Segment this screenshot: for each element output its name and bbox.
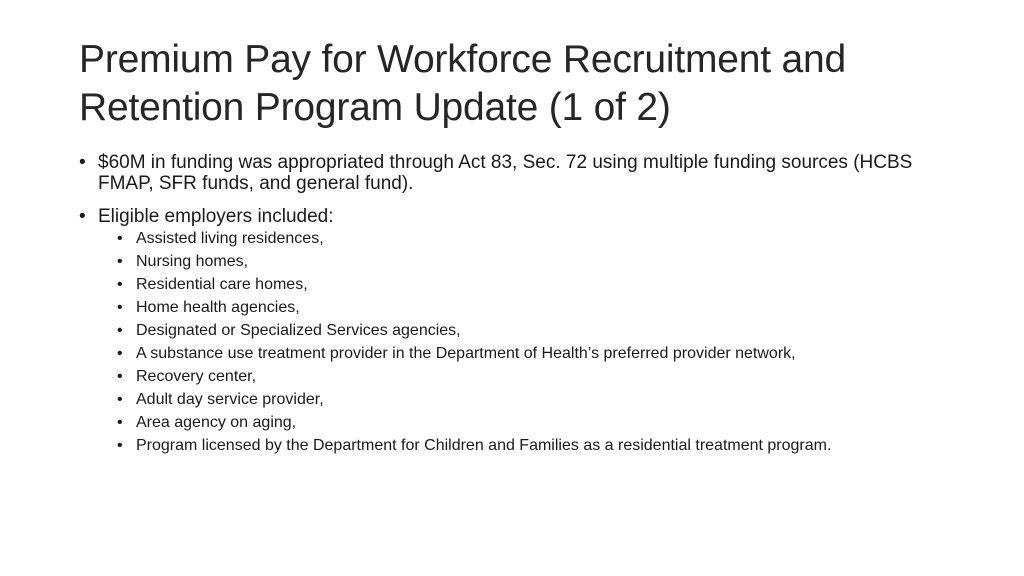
bullet-text: $60M in funding was appropriated through Act 83, Sec. 72 using multiple funding sources (HCBS FMAP, SFR funds, and general fund). [98, 152, 913, 194]
bullet-icon: • [79, 206, 86, 227]
bullet-icon: • [117, 437, 123, 454]
list-item-text: Residential care homes, [136, 276, 308, 293]
list-item [98, 299, 959, 317]
list-item [98, 368, 959, 386]
list-item-text: Area agency on aging, [136, 414, 297, 431]
bullet-icon: • [79, 152, 86, 173]
list-item-text: Program licensed by the Department for Children and Families as a residential treatment program. [136, 437, 832, 454]
list-item [98, 414, 959, 432]
bullet-icon: • [117, 230, 123, 247]
list-item-text: Recovery center, [136, 368, 257, 385]
eligible-employers-list [98, 230, 959, 455]
slide-title: Premium Pay for Workforce Recruitment and Retention Program Update (1 of 2) [79, 38, 847, 129]
bullet-icon: • [117, 414, 123, 431]
list-item [98, 322, 959, 340]
bullet-icon: • [117, 345, 123, 362]
list-item [98, 345, 959, 363]
bullet-icon: • [117, 322, 123, 339]
list-item [98, 391, 959, 409]
bullet-text: Eligible employers included: [98, 206, 334, 227]
bullet-icon: • [117, 253, 123, 270]
list-item [98, 276, 959, 294]
list-item-text: Adult day service provider, [136, 391, 324, 408]
bullet-icon: • [117, 276, 123, 293]
bullet-icon: • [117, 299, 123, 316]
list-item-text: Nursing homes, [136, 253, 249, 270]
list-item [98, 437, 959, 455]
list-item-text: Home health agencies, [136, 299, 300, 316]
bullet-icon: • [117, 368, 123, 385]
list-item-text: Designated or Specialized Services agencies, [136, 322, 461, 339]
bullet-icon: • [117, 391, 123, 408]
bullet-funding [79, 152, 959, 194]
bullet-list [79, 152, 959, 460]
list-item-text: Assisted living residences, [136, 230, 324, 247]
list-item-text: A substance use treatment provider in the Department of Health’s preferred provider network, [136, 345, 796, 362]
list-item [98, 253, 959, 271]
bullet-eligible-employers [79, 206, 959, 455]
list-item [98, 230, 959, 248]
